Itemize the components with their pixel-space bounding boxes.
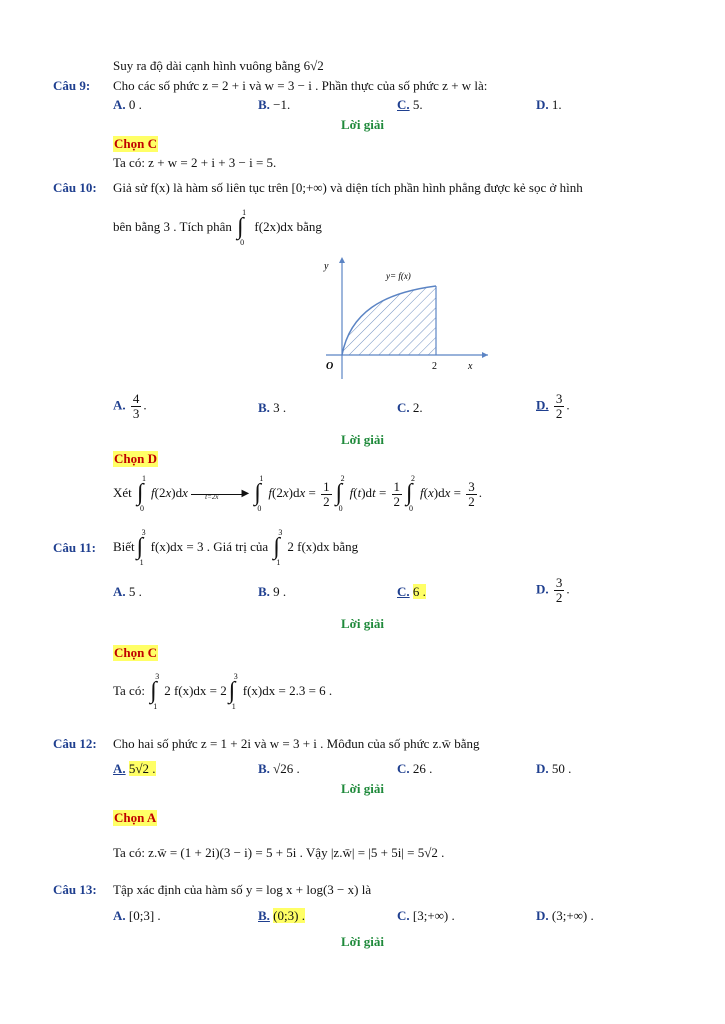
q10-option-b: B. 3 .: [258, 400, 287, 415]
q10-solution-heading: Lời giải: [341, 432, 384, 447]
curve-label: y= f(x): [386, 271, 411, 281]
q12-option-a: A. 5√2 .: [113, 761, 156, 776]
question-12-number: Câu 12:: [53, 736, 97, 751]
q10-answer-badge: Chọn D: [114, 451, 157, 466]
q10-option-c: C. 2.: [397, 400, 423, 415]
function-graph: [312, 253, 492, 383]
question-10-text-1: Giả sử f(x) là hàm số liên tục trên [0;+∞) và diện tích phần hình phẳng được kẻ sọc ở hình: [113, 180, 583, 195]
integral-sign: 1 ∫ 0: [237, 208, 247, 248]
intro-line: Suy ra độ dài cạnh hình vuông bằng 6√2: [113, 58, 324, 73]
x-axis-label: x: [468, 361, 473, 372]
question-12-text: Cho hai số phức z = 1 + 2i và w = 3 + i . Môđun của số phức z.w̄ bằng: [113, 736, 480, 751]
question-13-text: Tập xác định của hàm số y = log x + log(3 − x) là: [113, 882, 372, 897]
question-10-number: Câu 10:: [53, 180, 97, 195]
q11-answer-badge: Chọn C: [114, 645, 157, 660]
q13-option-b: B. (0;3) .: [258, 908, 305, 923]
q13-option-c: C. [3;+∞) .: [397, 908, 455, 923]
q12-solution: Ta có: z.w̄ = (1 + 2i)(3 − i) = 5 + 5i . Vậy |z.w̄| = |5 + 5i| = 5√2 .: [113, 845, 445, 860]
y-axis-label: y: [324, 261, 329, 272]
q9-option-a: A. 0 .: [113, 97, 142, 112]
q11-solution-heading: Lời giải: [341, 616, 384, 631]
q12-option-b: B. √26 .: [258, 761, 300, 776]
shaded-region: [342, 286, 436, 355]
q9-option-b: B. −1.: [258, 97, 291, 112]
q9-solution-heading: Lời giải: [341, 117, 384, 132]
question-13-number: Câu 13:: [53, 882, 97, 897]
q12-option-d: D. 50 .: [536, 761, 572, 776]
q13-solution-heading: Lời giải: [341, 934, 384, 949]
q12-option-c: C. 26 .: [397, 761, 433, 776]
q11-solution: Ta có: 3 ∫ 1 2 f(x)dx = 2 3 ∫ 1 f(x)dx = 2.3 = 6 .: [113, 672, 333, 712]
q11-option-a: A. 5 .: [113, 584, 142, 599]
q11-option-c: C. 6 .: [397, 584, 426, 599]
q11-option-d: D. $\frac{3}{2}$ .: [536, 575, 570, 605]
q10-option-d: D. $\frac{3}{2}$ .: [536, 391, 570, 421]
q12-solution-heading: Lời giải: [341, 781, 384, 796]
origin-label: O: [326, 361, 334, 372]
q9-option-d: D. 1.: [536, 97, 562, 112]
q11-option-b: B. 9 .: [258, 584, 287, 599]
q13-option-d: D. (3;+∞) .: [536, 908, 594, 923]
question-11-number: Câu 11:: [53, 540, 96, 555]
question-9-number: Câu 9:: [53, 78, 91, 93]
q13-option-a: A. [0;3] .: [113, 908, 161, 923]
question-11-text: Biết 3 ∫ 1 f(x)dx = 3 . Giá trị của 3 ∫ 1 2 f(x)dx bằng: [113, 528, 359, 568]
question-10-text-2: bên bằng 3 . Tích phân 1 ∫ 0 f(2x)dx bằng: [113, 208, 322, 248]
q10-option-a: A. $\frac{4}{3}$ .: [113, 391, 147, 421]
q9-answer-badge: Chọn C: [114, 136, 157, 151]
question-9-text: Cho các số phức z = 2 + i và w = 3 − i . Phần thực của số phức z + w là:: [113, 78, 488, 93]
x-tick-2: 2: [432, 361, 437, 372]
q10-solution: Xét 1 ∫ 0 f(2x)dx t=2x ▶ 1 ∫ 0 f(2x)dx = $\frac{1}{2}$ 2 ∫ 0 f(t)dt = $\frac{1}{2}$ 2 ∫ 0 f(x)dx = $\frac{3}{2}$ .: [113, 474, 482, 514]
substitution-arrow: t=2x ▶: [191, 487, 249, 501]
q12-answer-badge: Chọn A: [114, 810, 157, 825]
q9-solution: Ta có: z + w = 2 + i + 3 − i = 5.: [113, 155, 277, 170]
q9-option-c: C. 5.: [397, 97, 423, 112]
